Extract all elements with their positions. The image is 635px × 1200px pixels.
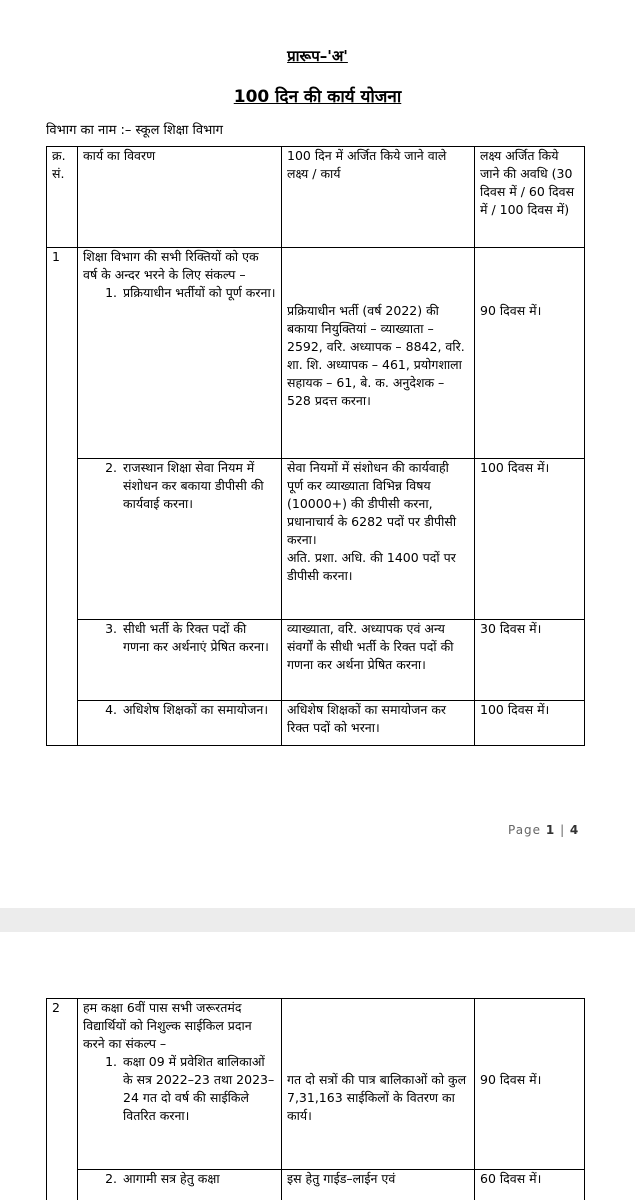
sub-item-number: 2. (105, 460, 117, 475)
document-page-2 (0, 932, 635, 1200)
work-cell (78, 620, 282, 701)
row-sno: 1 (47, 248, 78, 746)
work-cell (78, 1170, 282, 1200)
duration-text: 90 दिवस में। (480, 1072, 542, 1087)
sub-item-number: 2. (105, 1171, 117, 1186)
target-cell (282, 248, 475, 459)
sub-item-text: सीधी भर्ती के रिक्त पदों की गणना कर अर्थनाएं प्रेषित करना। (123, 621, 269, 654)
target-cell: सेवा नियमों में संशोधन की कार्यवाही पूर्ण कर व्याख्याता विभिन्न विषय (10000+) की डीपीसी करना, प्रधानाचार्य के 6282 पदों पर डीपीसी करना। अति. प्रशा. अधि. की 1400 पदों पर डीपीसी करना। (282, 459, 475, 620)
duration-text: 90 दिवस में। (480, 303, 542, 318)
sub-item-number: 1. (105, 285, 117, 300)
sub-item (83, 284, 276, 302)
target-cell: इस हेतु गाईड–लाईन एवं (282, 1170, 475, 1200)
sub-item (83, 459, 276, 513)
page-separator (0, 908, 635, 932)
header-target: 100 दिन में अर्जित किये जाने वाले लक्ष्य / कार्य (282, 147, 475, 248)
table-row (47, 999, 585, 1170)
table-row (47, 701, 585, 746)
target-text: प्रक्रियाधीन भर्ती (वर्ष 2022) की बकाया नियुक्तियां – व्याख्याता – 2592, वरि. अध्यापक – 8842, वरि. शा. शि. अध्यापक – 461, प्रयोगशाला सहायक – 61, बे. क. अनुदेशक – 528 प्रदत्त करना। (287, 303, 465, 408)
page-total: 4 (569, 823, 580, 837)
row-intro: हम कक्षा 6वीं पास सभी जरूरतमंद विद्यार्थियों को निशुल्क साईकिल प्रदान करने का संकल्प – (83, 1000, 252, 1051)
page-footer: Page 1 | 4 (508, 823, 580, 837)
target-text: गत दो सत्रों की पात्र बालिकाओं को कुल 7,31,163 साईकिलों के वितरण का कार्य। (287, 1072, 467, 1123)
row-sno: 2 (47, 999, 78, 1200)
work-cell (78, 248, 282, 459)
department-name: विभाग का नाम :– स्कूल शिक्षा विभाग (46, 123, 223, 138)
table-row (47, 620, 585, 701)
sub-item-number: 3. (105, 621, 117, 636)
sub-item-number: 1. (105, 1054, 117, 1069)
sub-item-text: आगामी सत्र हेतु कक्षा (123, 1171, 220, 1186)
sub-item (83, 1053, 276, 1125)
sub-item-number: 4. (105, 702, 117, 717)
work-cell (78, 459, 282, 620)
sub-item (83, 701, 276, 719)
duration-cell: 30 दिवस में। (475, 620, 585, 701)
table-row (47, 1170, 585, 1200)
sub-item (83, 620, 276, 656)
sub-item (83, 1170, 276, 1188)
target-cell: अधिशेष शिक्षकों का समायोजन कर रिक्त पदों को भरना। (282, 701, 475, 746)
target-cell (282, 999, 475, 1170)
duration-cell: 100 दिवस में। (475, 459, 585, 620)
duration-cell (475, 999, 585, 1170)
sub-item-text: प्रक्रियाधीन भर्तीयों को पूर्ण करना। (123, 285, 276, 300)
table-row (47, 459, 585, 620)
work-cell (78, 701, 282, 746)
header-work: कार्य का विवरण (78, 147, 282, 248)
page-label: Page (508, 823, 542, 837)
sub-item-text: राजस्थान शिक्षा सेवा नियम में संशोधन कर बकाया डीपीसी की कार्यवाई करना। (123, 460, 264, 511)
work-cell (78, 999, 282, 1170)
sub-item-text: अधिशेष शिक्षकों का समायोजन। (123, 702, 269, 717)
header-duration: लक्ष्य अर्जित किये जाने की अवधि (30 दिवस में / 60 दिवस में / 100 दिवस में) (475, 147, 585, 248)
duration-cell: 60 दिवस में। (475, 1170, 585, 1200)
duration-cell: 100 दिवस में। (475, 701, 585, 746)
action-plan-table (46, 146, 585, 746)
action-plan-table-continued (46, 998, 585, 1200)
page-title: 100 दिन की कार्य योजना (233, 87, 402, 107)
page-number: 1 (545, 823, 556, 837)
table-header-row (47, 147, 585, 248)
header-sno: क्र. सं. (47, 147, 78, 248)
table-row (47, 248, 585, 459)
duration-cell (475, 248, 585, 459)
sub-item-text: कक्षा 09 में प्रवेशित बालिकाओं के सत्र 2022–23 तथा 2023–24 गत दो वर्ष की साईकिले वितरित करना। (123, 1054, 275, 1123)
form-label: प्रारूप–'अ' (287, 47, 348, 65)
target-cell: व्याख्याता, वरि. अध्यापक एवं अन्य संवर्गों के सीधी भर्ती के रिक्त पदों की गणना कर अर्थना प्रेषित करना। (282, 620, 475, 701)
row-intro: शिक्षा विभाग की सभी रिक्तियों को एक वर्ष के अन्दर भरने के लिए संकल्प – (83, 249, 259, 282)
